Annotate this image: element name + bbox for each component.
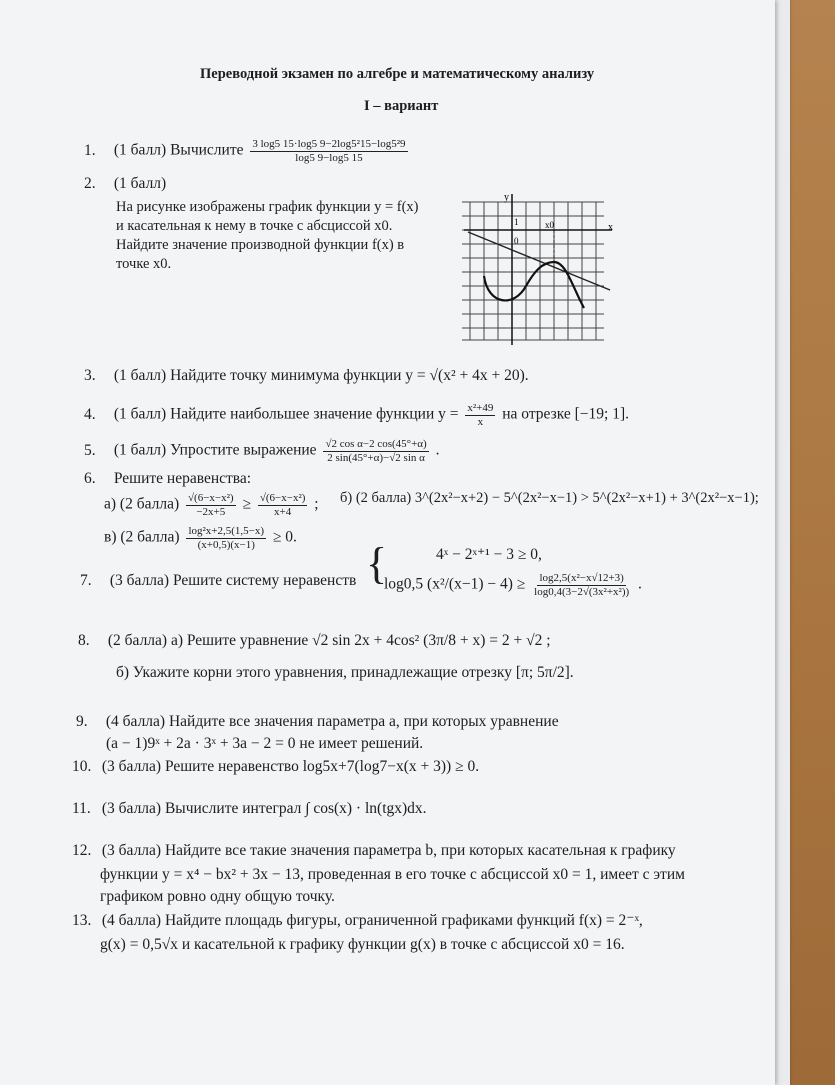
fraction: $\frac{\text{x²+49}}{x}$ xyxy=(467,402,494,428)
fraction: $\frac{\text{3 log5 15·log5 9−2log5²15−log5²9}}{\log 5 9-\log 5 15}$ xyxy=(252,138,406,164)
problem-9-line-2: (a − 1)9ˣ + 2a · 3ˣ + 3a − 2 = 0 не имеет решений. xyxy=(106,735,424,752)
problem-number: 2. xyxy=(84,175,96,192)
problem-9 xyxy=(76,713,559,731)
function-curve xyxy=(484,262,584,308)
graph-grid xyxy=(462,202,604,340)
problem-text: (3 балла) Решите неравенство log5x+7(log7−x(x + 3)) ≥ 0. xyxy=(101,758,480,775)
problem-6a: а) (2 балла) $\frac{\text{√(6−x−x²)}}{-2x+5}$ ≥ $\frac{\text{√(6−x−x²)}}{x+4}$ ; xyxy=(104,492,319,518)
problem-text: (3 балла) Решите систему неравенств xyxy=(109,572,357,589)
problem-number: 7. xyxy=(80,572,92,589)
problem-text: (3 балла) Вычислите интеграл ∫ cos(x) · ln(tgx)dx. xyxy=(101,800,427,817)
problem-8b: б) Укажите корни этого уравнения, принадлежащие отрезку [π; 5π/2]. xyxy=(116,664,574,681)
problem-number: 3. xyxy=(84,367,96,384)
problem-number: 8. xyxy=(78,632,90,649)
problem-6b: б) (2 балла) 3^(2x²−x+2) − 5^(2x²−x−1) > 5^(2x²−x+1) + 3^(2x²−x−1); xyxy=(340,490,759,506)
origin-label: 0 xyxy=(514,236,519,246)
problem-number: 1. xyxy=(84,141,96,159)
problem-text: (1 балл) Упростите выражение xyxy=(113,441,317,459)
problem-12 xyxy=(72,842,676,860)
problem-5: 5. (1 балл) Упростите выражение $\frac{\text{√2 cos α−2 cos(45°+α)}}{\text{2 sin(45°+α)−√2 sin α}}$ . xyxy=(84,438,440,464)
system-brace: { xyxy=(366,539,388,588)
problem-10 xyxy=(72,758,479,776)
function-graph xyxy=(462,190,622,350)
problem-7 xyxy=(80,572,356,590)
problem-number: 11. xyxy=(72,800,91,817)
tangent-line xyxy=(468,232,610,290)
problem-12-line-3: графиком ровно одну общую точку. xyxy=(100,888,335,905)
problem-number: 4. xyxy=(84,405,96,423)
problem-13-line-2: g(x) = 0,5√x и касательной к графику функции g(x) в точке с абсциссой x0 = 16. xyxy=(100,936,625,953)
problem-1 xyxy=(84,138,411,164)
problem-11 xyxy=(72,800,427,818)
problem-6 xyxy=(84,470,251,488)
problem-8 xyxy=(78,632,551,650)
system-line-1: 4ˣ − 2ˣ⁺¹ − 3 ≥ 0, xyxy=(436,546,542,563)
problem-text: (1 балл) Найдите наибольшее значение функции y = xyxy=(113,405,459,423)
problem-text: (1 балл) Найдите точку минимума функции y = √(x² + 4x + 20). xyxy=(113,367,529,384)
problem-tail: на отрезке [−19; 1]. xyxy=(502,405,630,423)
problem-text: (1 балл) Вычислите xyxy=(113,141,244,159)
problem-2-line-1: На рисунке изображены график функции y = f(x) xyxy=(116,199,419,215)
x0-label: x0 xyxy=(545,220,554,230)
problem-text: (4 балла) Найдите все значения параметра a, при которых уравнение xyxy=(105,713,559,730)
variant-label: I – вариант xyxy=(364,98,439,114)
system-line-2: log0,5 (x²/(x−1) − 4) ≥ $\frac{\text{log2,5(x²−x√12+3)}}{\text{log0,4(3−2√(3x²+x²))}}$ . xyxy=(384,572,642,598)
problem-12-line-2: функции y = x⁴ − bx² + 3x − 13, проведенная в его точке с абсциссой x0 = 1, имеет с этим xyxy=(100,866,685,883)
exam-title: Переводной экзамен по алгебре и математическому анализу xyxy=(200,66,595,82)
problem-number: 6. xyxy=(84,470,96,487)
fraction: $\frac{\text{√2 cos α−2 cos(45°+α)}}{\text{2 sin(45°+α)−√2 sin α}}$ xyxy=(325,438,427,464)
problem-2 xyxy=(84,175,166,193)
problem-2-line-2: и касательная к нему в точке с абсциссой x0. xyxy=(116,218,393,234)
problem-2-line-3: Найдите значение производной функции f(x) в xyxy=(116,237,405,253)
problem-4 xyxy=(84,402,629,428)
problem-number: 12. xyxy=(72,842,92,859)
problem-text: Решите неравенства: xyxy=(113,470,252,487)
problem-number: 9. xyxy=(76,713,88,730)
problem-text: (4 балла) Найдите площадь фигуры, ограниченной графиками функций f(x) = 2⁻ˣ, xyxy=(101,912,643,929)
problem-text: (1 балл) xyxy=(113,175,167,192)
y-axis-label: y xyxy=(504,192,509,203)
problem-13 xyxy=(72,912,643,930)
problem-number: 13. xyxy=(72,912,92,929)
problem-text: (3 балла) Найдите все такие значения параметра b, при которых касательная к графику xyxy=(101,842,676,859)
problem-number: 5. xyxy=(84,441,96,459)
x-axis-label: x xyxy=(608,222,613,233)
unit-label: 1 xyxy=(514,217,519,227)
problem-6c: в) (2 балла) $\frac{\text{log²x+2,5(1,5−x)}}{(x+0,5)(x-1)}$ ≥ 0. xyxy=(104,525,297,551)
problem-text: (2 балла) а) Решите уравнение √2 sin 2x + 4cos² (3π/8 + x) = 2 + √2 ; xyxy=(107,632,551,649)
problem-3 xyxy=(84,367,529,385)
problem-2-line-4: точке x0. xyxy=(116,256,172,272)
problem-number: 10. xyxy=(72,758,92,775)
